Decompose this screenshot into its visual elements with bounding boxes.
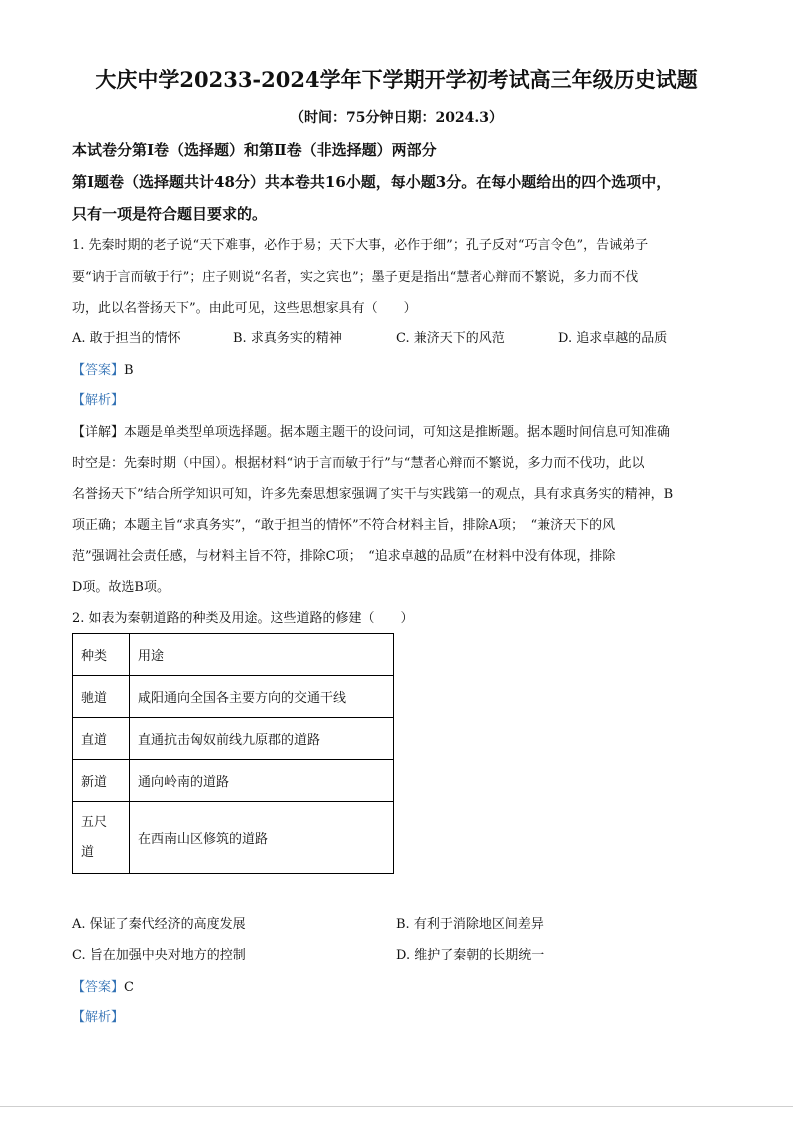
answer-tag: 【答案】 (72, 363, 125, 378)
table-cell (73, 802, 130, 874)
table-cell: 通向岭南的道路 (130, 760, 394, 802)
q1-detail-line: 名誉扬天下”结合所学知识可知，许多先秦思想家强调了实干与实践第一的观点，具有求真务实的精神，B (72, 487, 674, 502)
q1-option-b: B. 求真务实的精神 (233, 331, 342, 346)
q1-detail-line: D项。故选B项。 (72, 580, 170, 595)
q2-option-c: C. 旨在加强中央对地方的控制 (72, 948, 246, 963)
q1-stem-line: 要“讷于言而敏于行”；庄子则说“名者，实之宾也”；墨子更是指出“慧者心辩而不繁说，多力而不伐 (72, 270, 639, 285)
table-cell: 在西南山区修筑的道路 (130, 802, 394, 874)
table-header-row (73, 634, 394, 676)
table-header-cell: 用途 (130, 634, 394, 676)
exam-time-date: （时间：75分钟日期：2024.3） (289, 110, 504, 126)
table-cell: 直道 (73, 718, 130, 760)
q2-option-d: D. 维护了秦朝的长期统一 (396, 948, 545, 963)
table-cell: 驰道 (73, 676, 130, 718)
q1-analysis-tag: 【解析】 (72, 393, 125, 408)
detail-tag: 【详解】 (72, 425, 125, 440)
road-table (72, 633, 394, 874)
q2-stem: 2. 如表为秦朝道路的种类及用途。这些道路的修建（ ） (72, 611, 414, 626)
q1-stem-line: 1. 先秦时期的老子说“天下难事，必作于易；天下大事，必作于细”；孔子反对“巧言令色”，告诫弟子 (72, 238, 649, 253)
answer-tag: 【答案】 (72, 980, 125, 995)
q2-option-a: A. 保证了秦代经济的高度发展 (72, 917, 246, 932)
q1-option-c: C. 兼济天下的风范 (396, 331, 505, 346)
wrapped-text: 五尺 (81, 814, 108, 830)
q1-detail-line: 项正确；本题主旨“求真务实”，“敢于担当的情怀”不符合材料主旨，排除A项； “兼济天下的风 (72, 518, 616, 533)
page-bottom-divider (0, 1106, 793, 1107)
q1-option-d: D. 追求卓越的品质 (558, 331, 668, 346)
q1-stem-line: 功，此以名誉扬天下”。由此可见，这些思想家具有（ ） (72, 301, 417, 316)
answer-value: C (124, 980, 134, 995)
intro-line-1: 本试卷分第Ⅰ卷（选择题）和第Ⅱ卷（非选择题）两部分 (72, 141, 437, 159)
intro-line-3: 只有一项是符合题目要求的。 (72, 205, 268, 223)
wrapped-text: 道 (81, 844, 95, 860)
page-title: 大庆中学20233-2024学年下学期开学初考试高三年级历史试题 (95, 67, 698, 92)
q1-answer (72, 359, 134, 378)
q2-answer (72, 976, 134, 995)
table-row (73, 760, 394, 802)
table-cell: 直通抗击匈奴前线九原郡的道路 (130, 718, 394, 760)
q1-detail-line: 时空是：先秦时期（中国）。根据材料“讷于言而敏于行”与“慧者心辩而不繁说，多力而不伐功，此以 (72, 456, 645, 471)
q1-detail-line: 范”强调社会责任感，与材料主旨不符，排除C项； “追求卓越的品质”在材料中没有体现，排除 (72, 549, 616, 564)
table-header-cell: 种类 (73, 634, 130, 676)
q1-detail-line (72, 421, 670, 440)
table-cell: 咸阳通向全国各主要方向的交通干线 (130, 676, 394, 718)
detail-text: 本题是单类型单项选择题。据本题主题干的设问词，可知这是推断题。据本题时间信息可知准确 (124, 425, 671, 440)
table-row (73, 676, 394, 718)
table-row (73, 802, 394, 874)
intro-line-2: 第Ⅰ题卷（选择题共计48分）共本卷共16小题，每小题3分。在每小题给出的四个选项中， (72, 173, 672, 191)
q1-option-a: A. 敢于担当的情怀 (72, 331, 181, 346)
table-cell: 新道 (73, 760, 130, 802)
table-row (73, 718, 394, 760)
q2-analysis-tag: 【解析】 (72, 1010, 125, 1025)
answer-value: B (124, 363, 134, 378)
q2-option-b: B. 有利于消除地区间差异 (396, 917, 544, 932)
